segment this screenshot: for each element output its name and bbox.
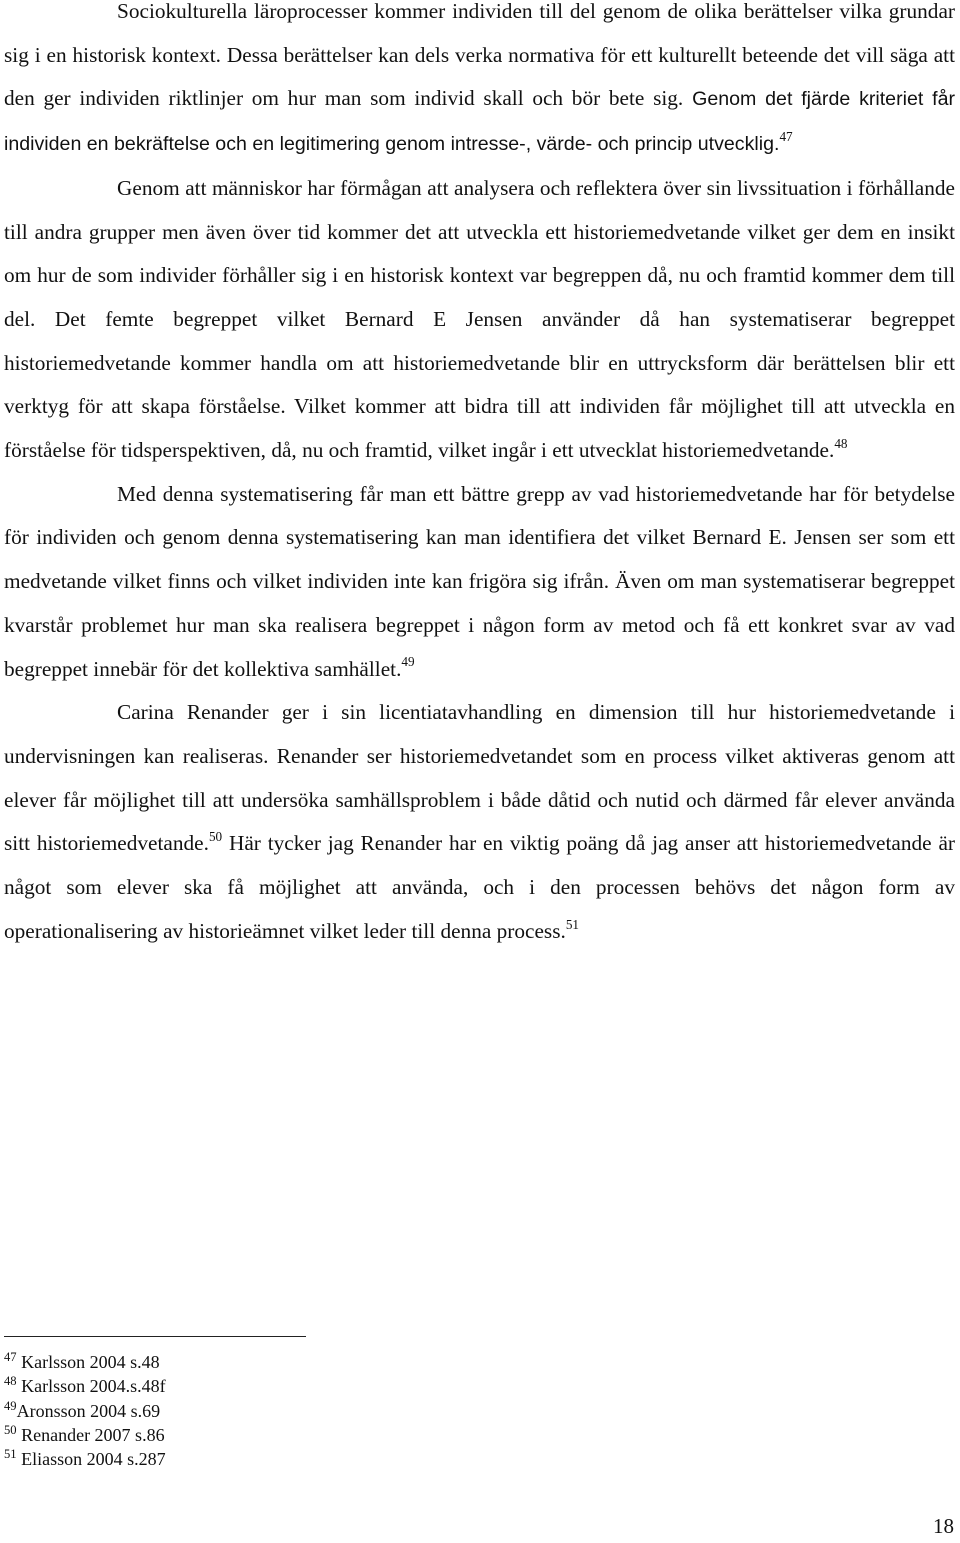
paragraph-2-text: Genom att människor har förmågan att analysera och reflektera över sin livssituation i förhållande till andra grupper men även över tid kommer det att utveckla ett historiemedvetande vilket ger dem en insikt om hur de som individer förhåller sig i en historisk kontext var begreppen då, nu och framtid kommer dem till del. Det femte begreppet vilket Bernard E Jensen använder då han systematiserar begreppet historiemedvetande kommer handla om att historiemedvetande blir en uttrycksform där berättelsen blir ett verktyg för att skapa förståelse. Vilket kommer att bidra till att individen får möjlighet till att utveckla en förståelse för tidsperspektiven, då, nu och framtid, vilket ingår i ett utvecklat historiemedvetande. [4,175,955,463]
footnote-number: 48 [4,1374,17,1389]
footnote-ref-50[interactable]: 50 [208,829,223,845]
paragraph-3-text: Med denna systematisering får man ett bättre grepp av vad historiemedvetande har för betydelse för individen och genom denna systematisering kan man identifiera det vilket Bernard E. Jensen ser som ett medvetande vilket finns och vilket individen inte kan frigöra sig ifrån. Även om man systematiserar begreppet kvarstår problemet hur man ska realisera begreppet i någon form av metod och få ett konkret svar av vad begreppet innebär för det kollektiva samhället. [4,481,955,681]
paragraph-4-text-a: Carina Renander ger i sin licentiatavhandling en dimension till hur historiemedvetande i undervisningen kan realiseras. Renander ser historiemedvetandet som en process vilket aktiveras genom att elever får möjlighet till att undersöka samhällsproblem i både dåtid och nutid och därmed får elever använda sitt historiemedvetande. [4,700,955,856]
footnote-number: 47 [4,1350,17,1365]
footnote-ref-49[interactable]: 49 [401,654,415,670]
footnote-ref-51[interactable]: 51 [565,916,580,932]
footnote-ref-47[interactable]: 47 [779,128,793,144]
footnote-separator [4,1336,306,1337]
footnote-48 [4,1374,166,1398]
footnote-51 [4,1447,166,1471]
footnote-47 [4,1350,166,1374]
paragraph-1-text-b: Genom det fjärde kriteriet får individen en bekräftelse och en legitimering genom intresse-, värde- och princip utvecklig. [4,88,955,156]
footnote-number: 49 [4,1398,17,1413]
paragraph-1-text-a: Sociokulturella läroprocesser kommer individen till del genom de olika berättelser vilka grundar sig i en historisk kontext. Dessa berättelser kan dels verka normativa för ett kulturellt beteende det vill säga att den ger individen riktlinjer om hur man som individ skall och bör bete sig. [4,0,955,111]
footnote-text: Karlsson 2004.s.48f [16,1376,166,1397]
paragraph-4-text-b: Här tycker jag Renander har en viktig poäng då jag anser att historiemedvetande är något som elever ska få möjlighet att använda, och i den processen behövs det någon form av operationalisering av historieämnet vilket leder till denna process. [4,831,955,943]
footnote-50 [4,1423,166,1447]
footnote-text: Eliasson 2004 s.287 [16,1449,166,1470]
paragraph-4 [4,691,955,953]
footnote-number: 51 [4,1447,17,1462]
footnote-ref-48[interactable]: 48 [834,435,848,451]
page-number: 18 [933,1514,954,1538]
footnotes [4,1350,166,1471]
footnote-text: Renander 2007 s.86 [16,1424,165,1445]
paragraph-1 [4,0,955,167]
paragraph-2 [4,167,955,473]
paragraph-3 [4,473,955,692]
footnote-49 [4,1399,166,1423]
body-text [4,0,955,953]
footnote-text: Karlsson 2004 s.48 [16,1352,160,1372]
footnote-text: Aronsson 2004 s.69 [16,1400,161,1421]
footnote-number: 50 [4,1422,17,1437]
